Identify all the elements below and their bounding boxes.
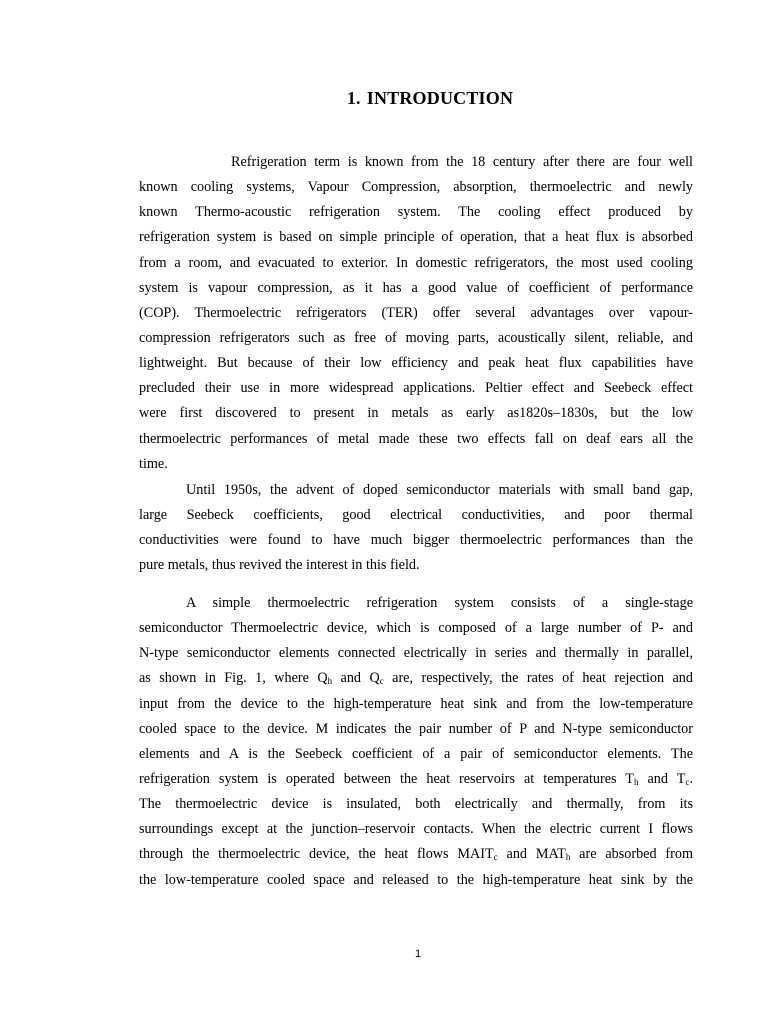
text-line: large Seebeck coefficients, good electrical conductivities, and poor thermal xyxy=(139,507,693,524)
text-segment: refrigeration system is operated between the heat reservoirs at temperatures T xyxy=(139,770,634,787)
text-segment: as shown in Fig. 1, where Q xyxy=(139,670,328,687)
subscript: h xyxy=(565,852,571,863)
subscript: h xyxy=(633,776,639,787)
section-title: INTRODUCTION xyxy=(366,88,514,108)
text-line: known Thermo-acoustic refrigeration system. The cooling effect produced by xyxy=(139,204,693,221)
text-line: thermoelectric performances of metal made these two effects fall on deaf ears all the xyxy=(139,430,693,447)
text-line: conductivities were found to have much bigger thermoelectric performances than the xyxy=(139,532,693,549)
subscript: c xyxy=(493,852,498,863)
text-segment: and MAT xyxy=(497,846,566,863)
text-line: the low-temperature cooled space and released to the high-temperature heat sink by the xyxy=(139,871,693,888)
subscript: c xyxy=(379,676,384,687)
text-line: compression refrigerators such as free of moving parts, acoustically silent, reliable, and xyxy=(139,329,693,346)
paragraph-3 xyxy=(139,591,693,893)
text-line: known cooling systems, Vapour Compression, absorption, thermoelectric and newly xyxy=(139,179,693,196)
text-line: precluded their use in more widespread applications. Peltier effect and Seebeck effect xyxy=(139,380,693,397)
text-line: input from the device to the high-temperature heat sink and from the low-temperature xyxy=(139,695,693,712)
text-line-with-subscripts xyxy=(139,767,693,792)
text-segment: through the thermoelectric device, the heat flows MAIT xyxy=(139,846,494,863)
text-line-with-subscripts xyxy=(139,666,693,691)
text-line: elements and A is the Seebeck coefficient of a pair of semiconductor elements. The xyxy=(139,745,693,762)
text-line: A simple thermoelectric refrigeration system consists of a single-stage xyxy=(186,595,693,611)
text-segment: are, respectively, the rates of heat rejection and xyxy=(383,670,693,687)
text-line: pure metals, thus revived the interest in this field. xyxy=(139,557,420,574)
section-heading xyxy=(0,88,768,109)
text-line: system is vapour compression, as it has a good value of coefficient of performance xyxy=(139,279,693,296)
text-segment: . xyxy=(689,770,693,787)
paragraph-2 xyxy=(139,478,693,579)
text-line: Refrigeration term is known from the 18 century after there are four well xyxy=(231,154,693,170)
text-line: N-type semiconductor elements connected electrically in series and thermally in parallel, xyxy=(139,645,693,662)
text-segment: are absorbed from xyxy=(570,846,693,863)
text-line: (COP). Thermoelectric refrigerators (TER) offer several advantages over vapour- xyxy=(139,304,693,321)
text-line: semiconductor Thermoelectric device, which is composed of a large number of P- and xyxy=(139,620,693,637)
subscript: h xyxy=(327,676,333,687)
text-segment: and Q xyxy=(332,670,380,687)
paragraph-1 xyxy=(139,150,693,477)
text-segment: and T xyxy=(638,770,686,787)
text-line-with-subscripts xyxy=(139,842,693,867)
text-line: Until 1950s, the advent of doped semiconductor materials with small band gap, xyxy=(186,482,693,498)
text-line: lightweight. But because of their low efficiency and peak heat flux capabilities have xyxy=(139,355,693,372)
text-line: cooled space to the device. M indicates the pair number of P and N-type semiconductor xyxy=(139,720,693,737)
text-line: from a room, and evacuated to exterior. In domestic refrigerators, the most used cooling xyxy=(139,254,693,271)
subscript: c xyxy=(685,776,690,787)
text-line: were first discovered to present in metals as early as1820s–1830s, but the low xyxy=(139,405,693,422)
text-line: surroundings except at the junction–reservoir contacts. When the electric current I flows xyxy=(139,821,693,838)
text-line: time. xyxy=(139,455,168,472)
text-line: refrigeration system is based on simple principle of operation, that a heat flux is absorbed xyxy=(139,229,693,246)
text-line: The thermoelectric device is insulated, both electrically and thermally, from its xyxy=(139,796,693,813)
page-number: 1 xyxy=(414,948,422,960)
section-number: 1. xyxy=(346,88,361,108)
